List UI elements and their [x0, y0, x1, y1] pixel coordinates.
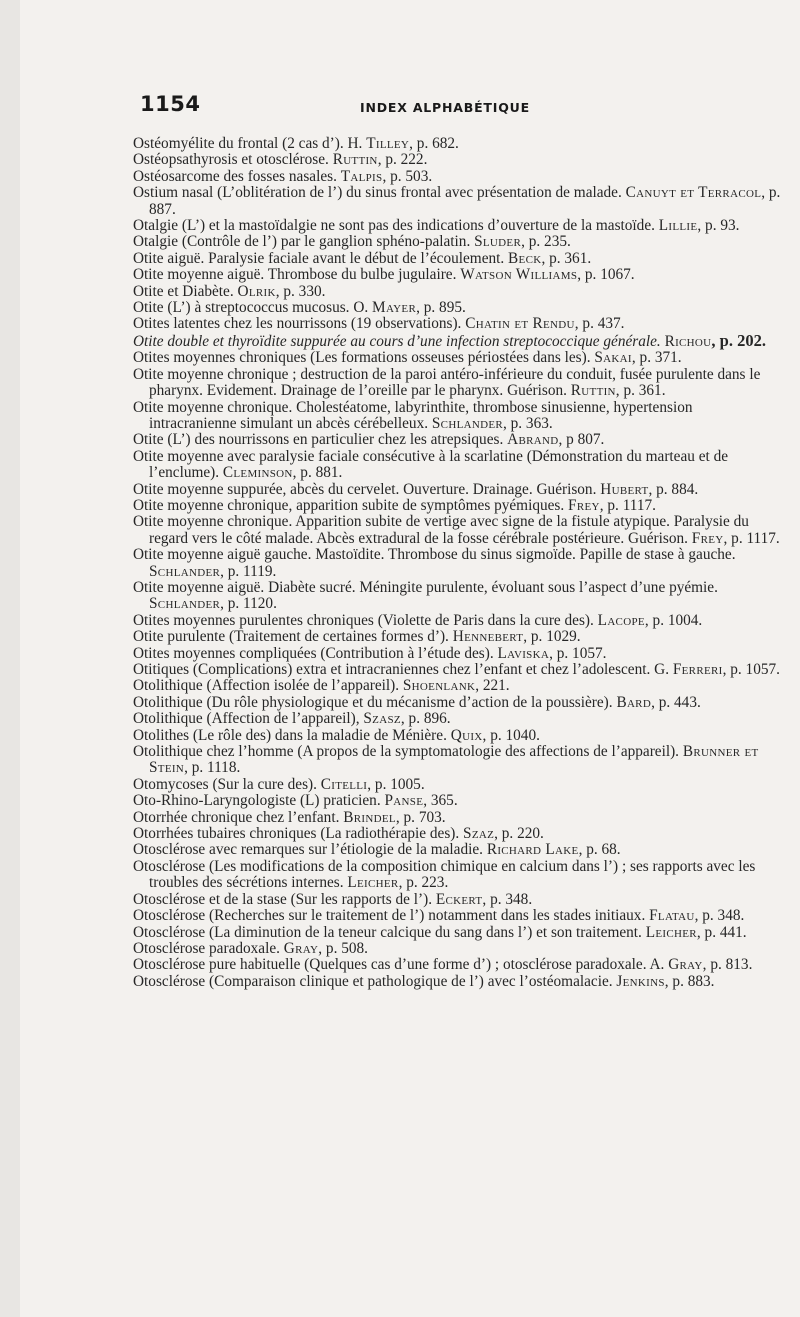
entry-author: Schlander: [149, 595, 221, 613]
entry-page: , p. 883.: [664, 972, 715, 990]
index-entry: [133, 498, 783, 514]
entry-page: , p. 348.: [482, 890, 533, 908]
entry-page: , p. 1118.: [184, 759, 241, 777]
entry-author: Bard: [616, 693, 652, 711]
entry-author: Hubert: [600, 480, 649, 498]
entry-author: Leicher: [645, 923, 697, 941]
entry-page: , p. 1117.: [723, 529, 780, 547]
entry-page: , p. 437.: [574, 315, 625, 333]
entry-page: , p. 1119.: [220, 562, 277, 580]
index-entry: [133, 514, 783, 547]
entry-page: , 365.: [423, 792, 458, 810]
entry-title: Otite moyenne chronique, apparition subite de symptômes pyémiques.: [133, 496, 565, 514]
index-entry: [133, 695, 783, 711]
entry-page: , p. 503.: [382, 167, 433, 185]
entry-author: Talpis: [340, 167, 383, 185]
index-entry: [133, 629, 783, 645]
entry-title: Otite moyenne chronique. Apparition subite de vertige avec signe de la fistule atypique. Paralysie du regard vers le côté malade. Abcès extradural de la fosse cérébrale postérieure. Guérison.: [133, 513, 749, 547]
index-entry: [133, 284, 783, 300]
index-entry: [133, 169, 783, 185]
entry-author: Schlander: [431, 414, 503, 432]
index-entries: [133, 136, 783, 990]
index-entry: [133, 432, 783, 448]
entry-title: Otite moyenne chronique ; destruction de la paroi antéro-inférieure du conduit, fusée purulente dans le pharynx. Evidement. Drainage de l’oreille par le pharynx. Guérison.: [133, 365, 761, 400]
entry-page: , p. 896.: [400, 710, 451, 728]
entry-title: Ostéomyélite du frontal (2 cas d’). H.: [133, 135, 363, 152]
entry-page: , p. 361.: [541, 249, 592, 267]
entry-title: Otolithes (Le rôle des) dans la maladie de Ménière.: [133, 726, 447, 744]
entry-title: Otosclérose (La diminution de la teneur calcique du sang dans l’) et son traitement.: [133, 923, 642, 941]
entry-author: Ruttin: [570, 382, 616, 400]
entry-title: Otosclérose (Recherches sur le traitement de l’) notamment dans les stades initiaux.: [133, 907, 646, 925]
entry-title: Otolithique chez l’homme (A propos de la symptomatologie des affections de l’appareil).: [133, 743, 680, 761]
entry-page: , p. 1117.: [599, 496, 656, 514]
entry-page: , p. 1004.: [644, 611, 703, 629]
entry-title: Otite aiguë. Paralysie faciale avant le début de l’écoulement.: [133, 249, 505, 267]
entry-page: , p. 1005.: [367, 775, 425, 793]
index-entry: [133, 711, 783, 727]
entry-author: Eckert: [435, 890, 483, 908]
entry-page: , p. 371.: [631, 349, 682, 367]
index-entry: [133, 449, 783, 482]
entry-author: Flatau: [649, 907, 695, 925]
entry-author: Brunner et Stein: [149, 743, 759, 777]
index-entry: [133, 728, 783, 744]
entry-page: , p. 703.: [395, 808, 446, 826]
entry-author: Citelli: [320, 775, 368, 793]
entry-author: Quix: [450, 726, 483, 744]
entry-author: Cleminson: [222, 464, 293, 482]
entry-author: Richou: [664, 332, 712, 350]
entry-page: , p. 223.: [398, 874, 449, 892]
index-entry: [133, 136, 783, 152]
entry-page: , p. 68.: [578, 841, 621, 859]
entry-title: Otite et Diabète.: [133, 282, 234, 300]
index-entry: [133, 613, 783, 629]
entry-title: Otosclérose (Comparaison clinique et pathologique de l’) avec l’ostéomalacie.: [133, 972, 613, 990]
entry-author: Shoenlank: [402, 677, 476, 695]
entry-author: Sakai: [594, 349, 632, 367]
entry-title: Otite (L’) des nourrissons en particulier chez les atrepsiques.: [133, 431, 504, 449]
entry-author: Szasz: [363, 710, 401, 728]
entry-author: Panse: [384, 792, 424, 810]
entry-author: Leicher: [347, 874, 399, 892]
index-entry: [133, 234, 783, 250]
entry-page: , p. 682.: [409, 135, 459, 152]
entry-title: Otosclérose avec remarques sur l’étiologie de la maladie.: [133, 841, 483, 859]
index-entry: [133, 842, 783, 858]
entry-author: Ruttin: [332, 151, 378, 169]
index-entry: [133, 941, 783, 957]
entry-author: Brindel: [343, 808, 396, 826]
index-entry: [133, 826, 783, 842]
entry-title: Otite moyenne aiguë gauche. Mastoïdite. Thrombose du sinus sigmoïde. Papille de stase à gauche.: [133, 546, 736, 564]
entry-title: Ostéosarcome des fosses nasales.: [133, 167, 337, 185]
entry-author: Laviska: [497, 644, 550, 662]
entry-title: Otosclérose paradoxale.: [133, 939, 280, 957]
entry-page: , p. 1029.: [523, 628, 581, 646]
index-entry: [133, 678, 783, 694]
entry-author: Watson Williams: [460, 266, 578, 284]
entry-page: , p. 813.: [702, 956, 753, 974]
entry-author: Jenkins: [616, 972, 665, 990]
entry-page: , p. 220.: [494, 825, 544, 843]
entry-title: Otite purulente (Traitement de certaines formes d’).: [133, 628, 449, 646]
index-entry: [133, 974, 783, 990]
index-entry: [133, 793, 783, 809]
entry-page: , 221.: [475, 677, 510, 695]
index-entry: [133, 400, 783, 433]
index-entry: [133, 316, 783, 332]
index-entry: [133, 547, 783, 580]
entry-author: Schlander: [149, 562, 221, 580]
entry-author: Sluder: [474, 233, 522, 251]
index-entry: [133, 367, 783, 400]
entry-page: , p. 363.: [502, 414, 553, 432]
entry-author: Abrand: [507, 431, 559, 449]
entry-author: Szaz: [463, 825, 495, 843]
entry-author: Hennebert: [452, 628, 524, 646]
index-entry: [133, 218, 783, 234]
entry-title: Otite moyenne avec paralysie faciale consécutive à la scarlatine (Démonstration du marteau et de l’enclume).: [133, 447, 729, 482]
index-entry: [133, 646, 783, 662]
entry-page: , p. 1057.: [722, 661, 780, 678]
entry-title: Otite moyenne aiguë. Diabète sucré. Méningite purulente, évoluant sous l’aspect d’une pyémie.: [133, 578, 718, 596]
entry-title: Otosclérose (Les modifications de la composition chimique en calcium dans l’) ; ses rapports avec les troubles des sécrétions internes.: [133, 857, 756, 892]
entry-title: Otites moyennes chroniques (Les formations osseuses périostées dans les).: [133, 349, 591, 367]
entry-title: Otosclérose et de la stase (Sur les rapports de l’).: [133, 890, 433, 908]
entry-author: Richard Lake: [486, 841, 579, 859]
entry-title: Otites moyennes compliquées (Contribution à l’étude des).: [133, 644, 494, 662]
index-entry: [133, 908, 783, 924]
entry-title: Otolithique (Affection isolée de l’appareil).: [133, 677, 400, 695]
entry-title: Otite (L’) à streptococcus mucosus. O.: [133, 299, 369, 317]
entry-title: Otalgie (Contrôle de l’) par le ganglion sphéno-palatin.: [133, 233, 471, 251]
index-entry: [133, 330, 783, 350]
entry-title: Ostéopsathyrosis et otosclérose.: [133, 151, 329, 169]
entry-author: Frey: [691, 529, 724, 547]
entry-title: Otite moyenne chronique. Cholestéatome, labyrinthite, thrombose sinusienne, hypertension intracranienne simulant un abcès cérébelleux.: [133, 398, 693, 432]
entry-title: Otolithique (Affection de l’appareil),: [133, 710, 360, 728]
entry-author: Gray: [283, 939, 319, 957]
entry-author: Frey: [568, 496, 600, 514]
entry-title: Otolithique (Du rôle physiologique et du mécanisme d’action de la poussière).: [133, 693, 613, 711]
entry-author: Beck: [508, 249, 542, 267]
index-entry: [133, 892, 783, 908]
entry-author: Lacope: [597, 611, 645, 629]
entry-title: Otites moyennes purulentes chroniques (Violette de Paris dans la cure des).: [133, 611, 594, 629]
entry-page: , p. 1057.: [549, 644, 607, 662]
entry-page: , p. 443.: [651, 693, 701, 711]
entry-page: , p. 202.: [711, 330, 766, 350]
entry-page: , p. 1040.: [482, 726, 540, 744]
entry-author: Tilley: [366, 135, 410, 152]
index-entry: [133, 251, 783, 267]
entry-author: Canuyt et Terracol: [625, 184, 762, 202]
entry-title: Otorrhée chronique chez l’enfant.: [133, 808, 340, 826]
index-entry: [133, 580, 783, 613]
entry-page: , p. 361.: [615, 382, 666, 400]
entry-page: , p. 93.: [697, 217, 740, 235]
entry-title: Otosclérose pure habituelle (Quelques cas d’une forme d’) ; otosclérose paradoxale. A.: [133, 956, 665, 974]
index-entry: [133, 777, 783, 793]
entry-page: , p. 330.: [275, 282, 326, 300]
entry-page: , p. 222.: [377, 151, 428, 169]
entry-title: Otite moyenne aiguë. Thrombose du bulbe jugulaire.: [133, 266, 457, 284]
entry-page: , p. 887.: [149, 184, 781, 218]
index-entry: [133, 957, 783, 973]
entry-title: Oto-Rhino-Laryngologiste (L) praticien.: [133, 792, 381, 810]
entry-title: Ostium nasal (L’oblitération de l’) du sinus frontal avec présentation de malade.: [133, 184, 622, 202]
index-entry: [133, 152, 783, 168]
entry-page: , p. 895.: [416, 299, 466, 317]
entry-author: Gray: [668, 956, 703, 974]
index-entry: [133, 810, 783, 826]
entry-page: , p 807.: [558, 431, 605, 449]
entry-author: Olrik: [237, 282, 276, 300]
entry-author: Mayer: [372, 299, 417, 317]
entry-title: Otites latentes chez les nourrissons (19 observations).: [133, 315, 462, 333]
entry-page: , p. 1120.: [220, 595, 277, 613]
index-entry: [133, 859, 783, 892]
entry-title: Otorrhées tubaires chroniques (La radiothérapie des).: [133, 825, 460, 843]
page-header: [140, 92, 580, 118]
page-title: INDEX ALPHABÉTIQUE: [360, 100, 530, 115]
entry-page: , p. 881.: [292, 464, 343, 482]
index-entry: [133, 744, 783, 777]
entry-title: Otite moyenne suppurée, abcès du cervelet. Ouverture. Drainage. Guérison.: [133, 480, 597, 498]
index-entry: [133, 300, 783, 316]
entry-title: Otomycoses (Sur la cure des).: [133, 775, 317, 793]
entry-title: Otalgie (L’) et la mastoïdalgie ne sont pas des indications d’ouverture de la mastoïde.: [133, 217, 655, 235]
entry-page: , p. 348.: [694, 907, 745, 925]
entry-author: Ferreri: [672, 661, 723, 678]
entry-page: , p. 508.: [318, 939, 368, 957]
entry-page: , p. 1067.: [577, 266, 635, 284]
entry-page: , p. 441.: [696, 923, 747, 941]
entry-page: , p. 235.: [521, 233, 571, 251]
index-entry: [133, 350, 783, 366]
index-entry: [133, 925, 783, 941]
entry-author: Lillie: [658, 217, 698, 235]
index-entry: [133, 185, 783, 218]
entry-title: Otitiques (Complications) extra et intracraniennes chez l’enfant et chez l’adolescent. G.: [133, 661, 670, 678]
index-entry: [133, 482, 783, 498]
index-entry: [133, 267, 783, 283]
index-entry: [133, 662, 783, 678]
entry-page: , p. 884.: [648, 480, 699, 498]
page-number: 1154: [140, 92, 201, 116]
entry-author: Chatin et Rendu: [465, 315, 575, 333]
page: [20, 0, 800, 1317]
entry-title: Otite double et thyroïdite suppurée au cours d’une infection streptococcique générale.: [133, 332, 661, 350]
